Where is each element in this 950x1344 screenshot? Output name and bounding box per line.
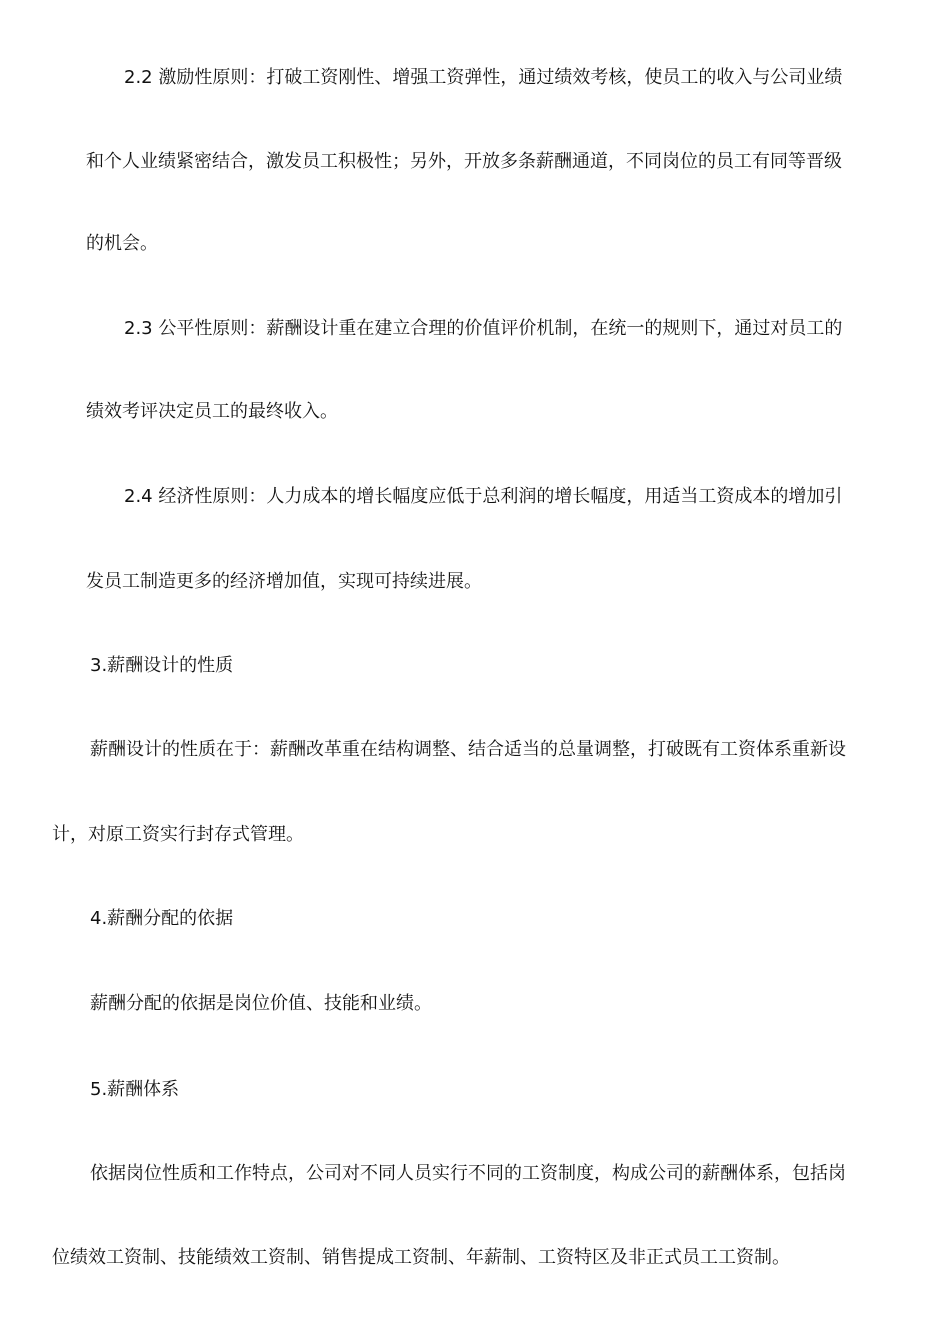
section-3-paragraph-line-2: 计，对原工资实行封存式管理。	[52, 824, 304, 845]
section-5-paragraph-line-2: 位绩效工资制、技能绩效工资制、销售提成工资制、年薪制、工资特区及非正式员工工资制。	[52, 1247, 790, 1268]
section-4-heading: 4.薪酬分配的依据	[90, 908, 234, 929]
section-3-paragraph-line-1: 薪酬设计的性质在于：薪酬改革重在结构调整、结合适当的总量调整，打破既有工资体系重新设	[90, 739, 846, 760]
section-5-heading: 5.薪酬体系	[90, 1079, 180, 1100]
section-5-paragraph-line-1: 依据岗位性质和工作特点，公司对不同人员实行不同的工资制度，构成公司的薪酬体系，包括岗	[90, 1163, 846, 1184]
paragraph-2-2-line-3: 的机会。	[86, 233, 158, 254]
section-3-heading: 3.薪酬设计的性质	[90, 655, 234, 676]
paragraph-2-3-line-2: 绩效考评决定员工的最终收入。	[86, 401, 338, 422]
paragraph-2-4-line-1: 2.4 经济性原则：人力成本的增长幅度应低于总利润的增长幅度，用适当工资成本的增加引	[124, 486, 843, 507]
paragraph-2-3-line-1: 2.3 公平性原则：薪酬设计重在建立合理的价值评价机制，在统一的规则下，通过对员工的	[124, 318, 843, 339]
paragraph-2-4-line-2: 发员工制造更多的经济增加值，实现可持续进展。	[86, 571, 482, 592]
paragraph-2-2-line-2: 和个人业绩紧密结合，激发员工积极性；另外，开放多条薪酬通道，不同岗位的员工有同等晋级	[86, 151, 842, 172]
paragraph-2-2-line-1: 2.2 激励性原则：打破工资刚性、增强工资弹性，通过绩效考核，使员工的收入与公司业绩	[124, 67, 843, 88]
section-4-paragraph-line-1: 薪酬分配的依据是岗位价值、技能和业绩。	[90, 993, 432, 1014]
